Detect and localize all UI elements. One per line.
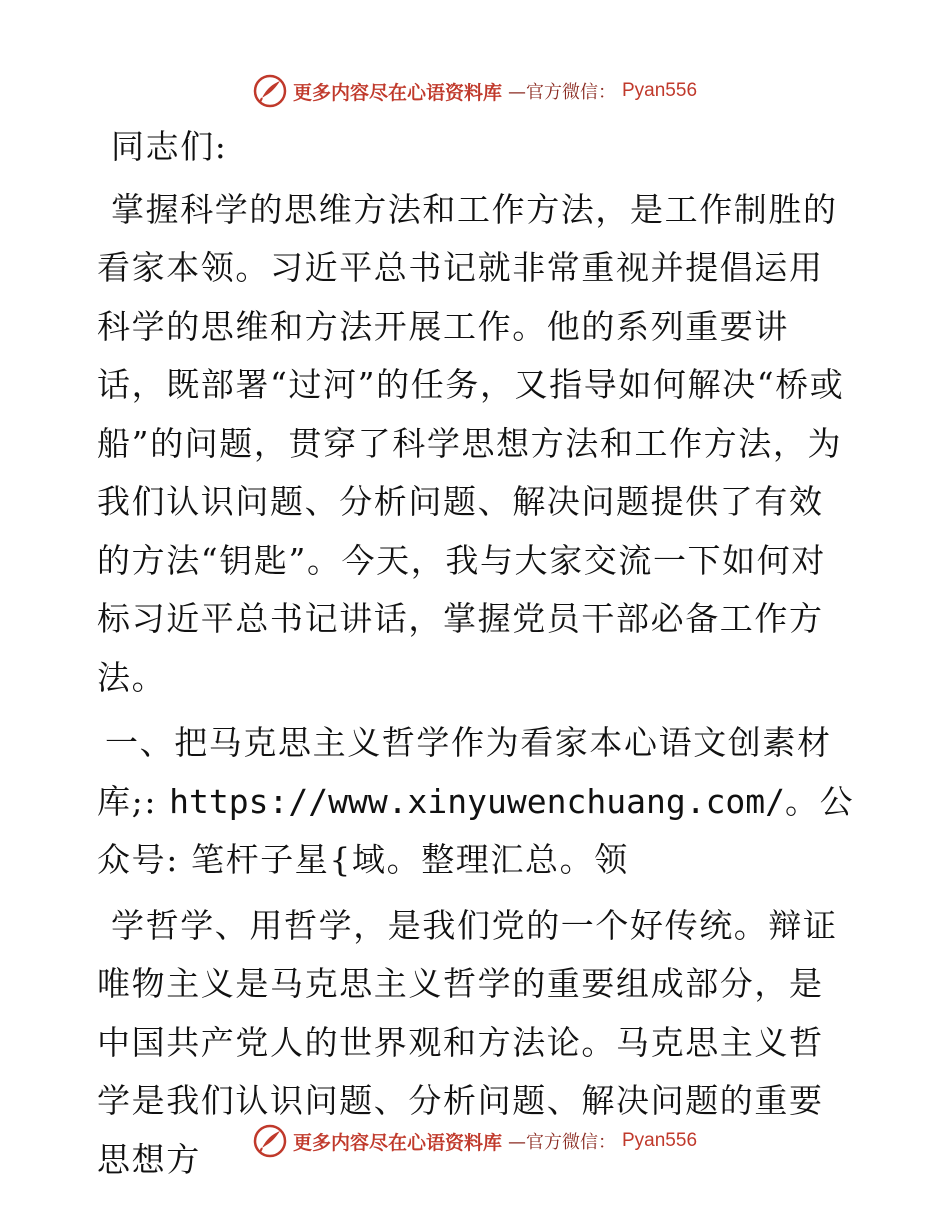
quill-logo-icon: [253, 74, 287, 108]
banner-title: 更多内容尽在心语资料库: [292, 81, 502, 104]
footer-banner: [0, 1121, 950, 1161]
heading-text: 一、把马克思主义哲学作为看家本心语文创素材库;:: [97, 723, 832, 821]
banner-separator: —官方微信：: [508, 82, 616, 103]
header-banner: [0, 71, 950, 111]
salutation: 同志们:: [111, 127, 228, 166]
banner-wechat-id: Pyan556: [622, 1130, 698, 1151]
heading-url: https://www.xinyuwenchuang.com/: [169, 781, 786, 821]
heading-suffix: 。公众号: 笔杆子星{域。整理汇总。领: [97, 781, 855, 879]
paragraph: 学哲学、用哲学，是我们党的一个好传统。辩证唯物主义是马克思主义哲学的重要组成部分，是中国共产党人的世界观和方法论。马克思主义哲学是我们认识问题、分析问题、解决问题的重要思想方: [97, 905, 838, 1179]
banner-separator: —官方微信：: [508, 1132, 616, 1153]
document-body: [97, 118, 857, 1196]
banner-wechat-id: Pyan556: [622, 80, 698, 101]
banner-title: 更多内容尽在心语资料库: [292, 1131, 502, 1154]
section-heading: [97, 714, 857, 890]
quill-logo-icon: [253, 1124, 287, 1158]
paragraph: 掌握科学的思维方法和工作方法，是工作制胜的看家本领。习近平总书记就非常重视并提倡运用科学的思维和方法开展工作。他的系列重要讲话，既部署“过河”的任务，又指导如何解决“桥或船”的问题，贯穿了科学思想方法和工作方法，为我们认识问题、分析问题、解决问题提供了有效的方法“钥匙”。今天，我与大家交流一下如何对标习近平总书记讲话，掌握党员干部必备工作方法。: [97, 189, 845, 697]
